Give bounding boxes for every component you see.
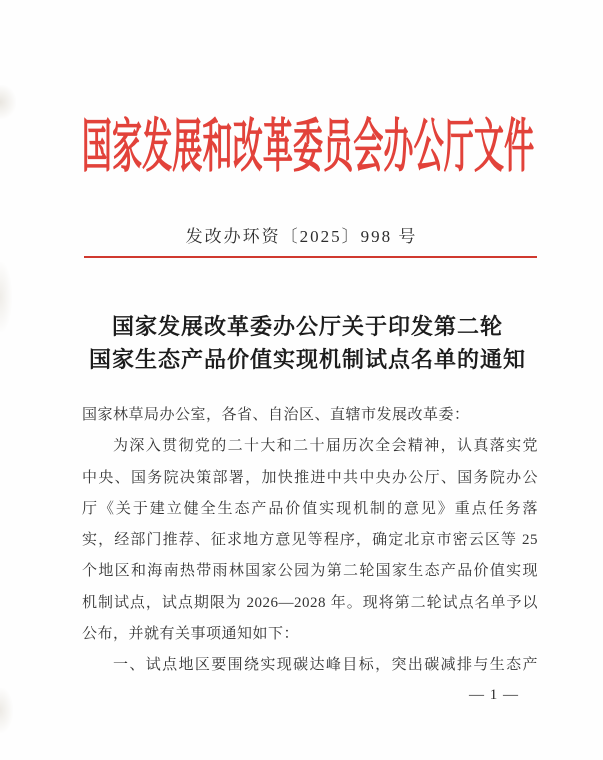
body-line: 公布，并就有关事项通知如下： — [82, 626, 300, 643]
body-line: 厅《关于建立健全生态产品价值实现机制的意见》重点任务落 — [82, 500, 538, 517]
body-line: 实，经部门推荐、征求地方意见等程序，确定北京市密云区等 25 — [82, 532, 538, 549]
scan-smudge — [0, 85, 16, 119]
agency-header-title: 国家发展和改革委员会办公厅文件 — [81, 114, 534, 179]
page-number: — 1 — — [469, 687, 519, 703]
body-line: 个地区和海南热带雨林国家公园为第二轮国家生态产品价值实现 — [82, 563, 538, 580]
body-line-salutation: 国家林草局办公室，各省、自治区、直辖市发展改革委： — [82, 407, 470, 423]
body-line: 为深入贯彻党的二十大和二十届历次全会精神，认真落实党 — [113, 438, 538, 455]
body-line: 中央、国务院决策部署，加快推进中共中央办公厅、国务院办公 — [82, 469, 538, 486]
document-number: 发改办环资〔2025〕998 号 — [185, 227, 418, 246]
scan-smudge — [0, 688, 13, 733]
document-title-line2: 国家生态产品价值实现机制试点名单的通知 — [88, 347, 526, 372]
body-line: 一、试点地区要围绕实现碳达峰目标，突出碳减排与生态产 — [113, 657, 538, 674]
red-divider-line — [84, 256, 537, 258]
document-title-line1: 国家发展改革委办公厅关于印发第二轮 — [111, 314, 503, 339]
body-line: 机制试点，试点期限为 2026—2028 年。现将第二轮试点名单予以 — [82, 594, 538, 611]
document-body — [82, 400, 538, 682]
document-header — [6, 116, 603, 178]
document-title — [6, 310, 603, 376]
